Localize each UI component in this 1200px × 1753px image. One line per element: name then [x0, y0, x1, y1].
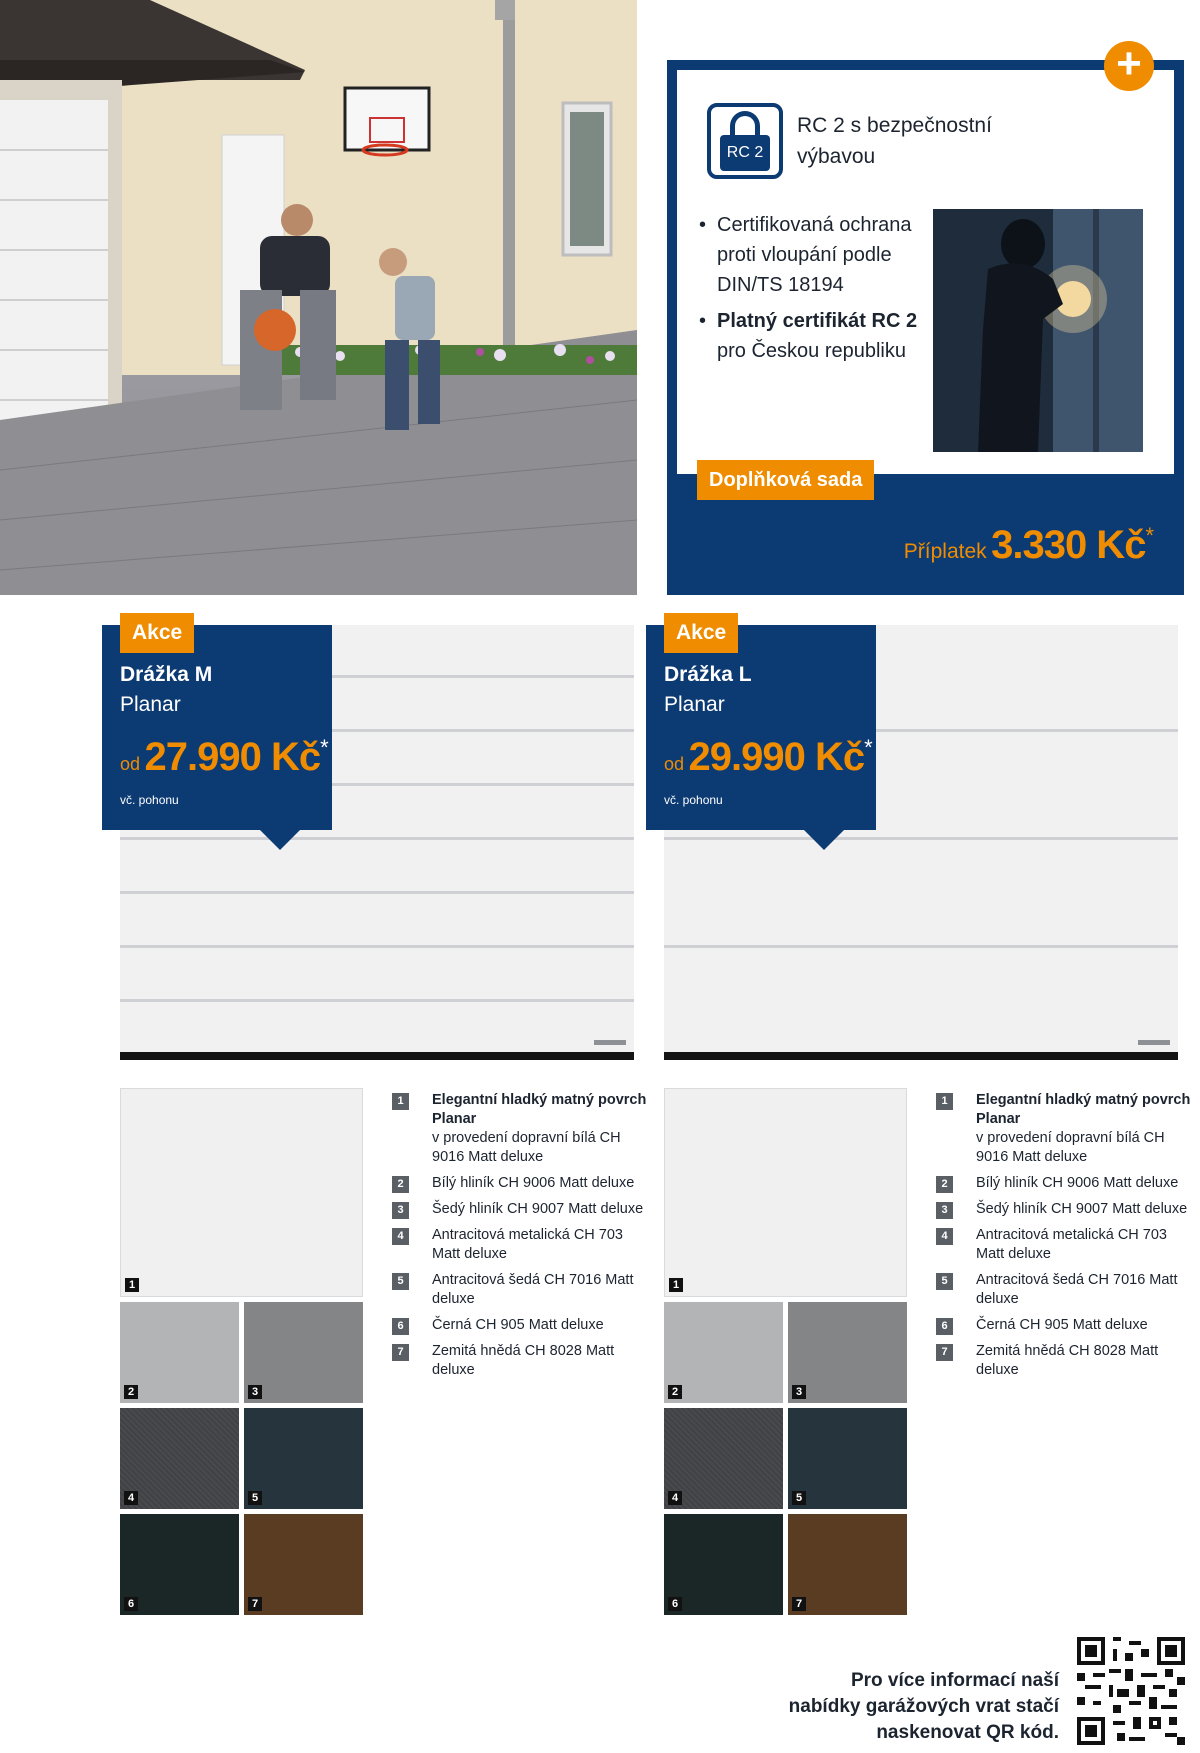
surcharge-price: Příplatek 3.330 Kč*	[903, 523, 1154, 567]
color-swatch-1: 1	[664, 1088, 907, 1297]
product-price: od 29.990 Kč*	[664, 735, 873, 779]
price-value: 29.990 Kč	[688, 735, 865, 779]
color-swatch-4: 4	[120, 1408, 239, 1509]
hero-photo	[0, 0, 637, 595]
promo-badge: Akce	[664, 613, 738, 653]
color-swatch-7: 7	[788, 1514, 907, 1615]
list-item: 5 Antracitová šedá CH 7016 Matt deluxe	[392, 1271, 652, 1309]
list-item: 6 Černá CH 905 Matt deluxe	[936, 1316, 1196, 1335]
color-swatch-6: 6	[664, 1514, 783, 1615]
list-item: 3 Šedý hliník CH 9007 Matt deluxe	[392, 1200, 652, 1219]
list-item: 7 Zemitá hnědá CH 8028 Matt deluxe	[936, 1342, 1196, 1380]
color-list	[392, 1091, 652, 1387]
addon-set-tag: Doplňková sada	[697, 460, 874, 500]
rc2-bullet: • Platný certifikát RC 2 pro Českou republiku	[699, 306, 939, 366]
price-note: vč. pohonu	[120, 793, 179, 807]
padlock-icon	[707, 103, 783, 179]
color-swatch-2: 2	[120, 1302, 239, 1403]
brand-plate	[594, 1040, 626, 1045]
list-item: 3 Šedý hliník CH 9007 Matt deluxe	[936, 1200, 1196, 1219]
price-value: 27.990 Kč	[144, 735, 321, 779]
list-item: 4 Antracitová metalická CH 703 Matt deluxe	[392, 1226, 652, 1264]
burglar-photo	[933, 209, 1143, 452]
color-list	[936, 1091, 1196, 1387]
plus-icon: +	[1104, 41, 1154, 91]
color-swatch-3: 3	[244, 1302, 363, 1403]
surcharge-label: Příplatek	[903, 540, 987, 563]
list-item: 7 Zemitá hnědá CH 8028 Matt deluxe	[392, 1342, 652, 1380]
product-name: Drážka L	[664, 663, 752, 686]
list-item: 4 Antracitová metalická CH 703 Matt deluxe	[936, 1226, 1196, 1264]
product-price: od 27.990 Kč*	[120, 735, 329, 779]
color-swatch-1: 1	[120, 1088, 363, 1297]
rc2-icon-label: RC 2	[720, 135, 770, 171]
rc2-info-card	[677, 70, 1174, 474]
list-item: 2 Bílý hliník CH 9006 Matt deluxe	[936, 1174, 1196, 1193]
list-item: 2 Bílý hliník CH 9006 Matt deluxe	[392, 1174, 652, 1193]
product-surface: Planar	[120, 693, 181, 716]
color-swatch-4: 4	[664, 1408, 783, 1509]
promo-badge: Akce	[120, 613, 194, 653]
hero-illustration	[0, 0, 637, 595]
color-swatch-7: 7	[244, 1514, 363, 1615]
color-swatch-2: 2	[664, 1302, 783, 1403]
color-swatch-5: 5	[244, 1408, 363, 1509]
rc2-panel	[667, 60, 1184, 595]
product-name: Drážka M	[120, 663, 213, 686]
qr-code-icon[interactable]	[1077, 1637, 1185, 1745]
offer-card	[646, 621, 876, 830]
list-item: 6 Černá CH 905 Matt deluxe	[392, 1316, 652, 1335]
qr-note: Pro více informací naší nabídky garážových vrat stačí naskenovat QR kód.	[788, 1670, 1059, 1743]
surcharge-amount: 3.330 Kč	[991, 523, 1146, 567]
list-item: 5 Antracitová šedá CH 7016 Matt deluxe	[936, 1271, 1196, 1309]
brand-plate	[1138, 1040, 1170, 1045]
color-swatch-5: 5	[788, 1408, 907, 1509]
rc2-bullets	[699, 210, 939, 372]
color-swatch-3: 3	[788, 1302, 907, 1403]
offer-card	[102, 621, 332, 830]
list-item: 1 Elegantní hladký matný povrch Planar v provedení dopravní bílá CH 9016 Matt deluxe	[392, 1091, 652, 1167]
price-note: vč. pohonu	[664, 793, 723, 807]
rc2-title: RC 2 s bezpečnostní výbavou	[797, 114, 992, 168]
rc2-bullet: • Certifikovaná ochrana proti vloupání podle DIN/TS 18194	[699, 210, 939, 300]
list-item: 1 Elegantní hladký matný povrch Planar v provedení dopravní bílá CH 9016 Matt deluxe	[936, 1091, 1196, 1167]
color-swatch-6: 6	[120, 1514, 239, 1615]
pointer-arrow	[804, 830, 844, 850]
pointer-arrow	[260, 830, 300, 850]
product-surface: Planar	[664, 693, 725, 716]
